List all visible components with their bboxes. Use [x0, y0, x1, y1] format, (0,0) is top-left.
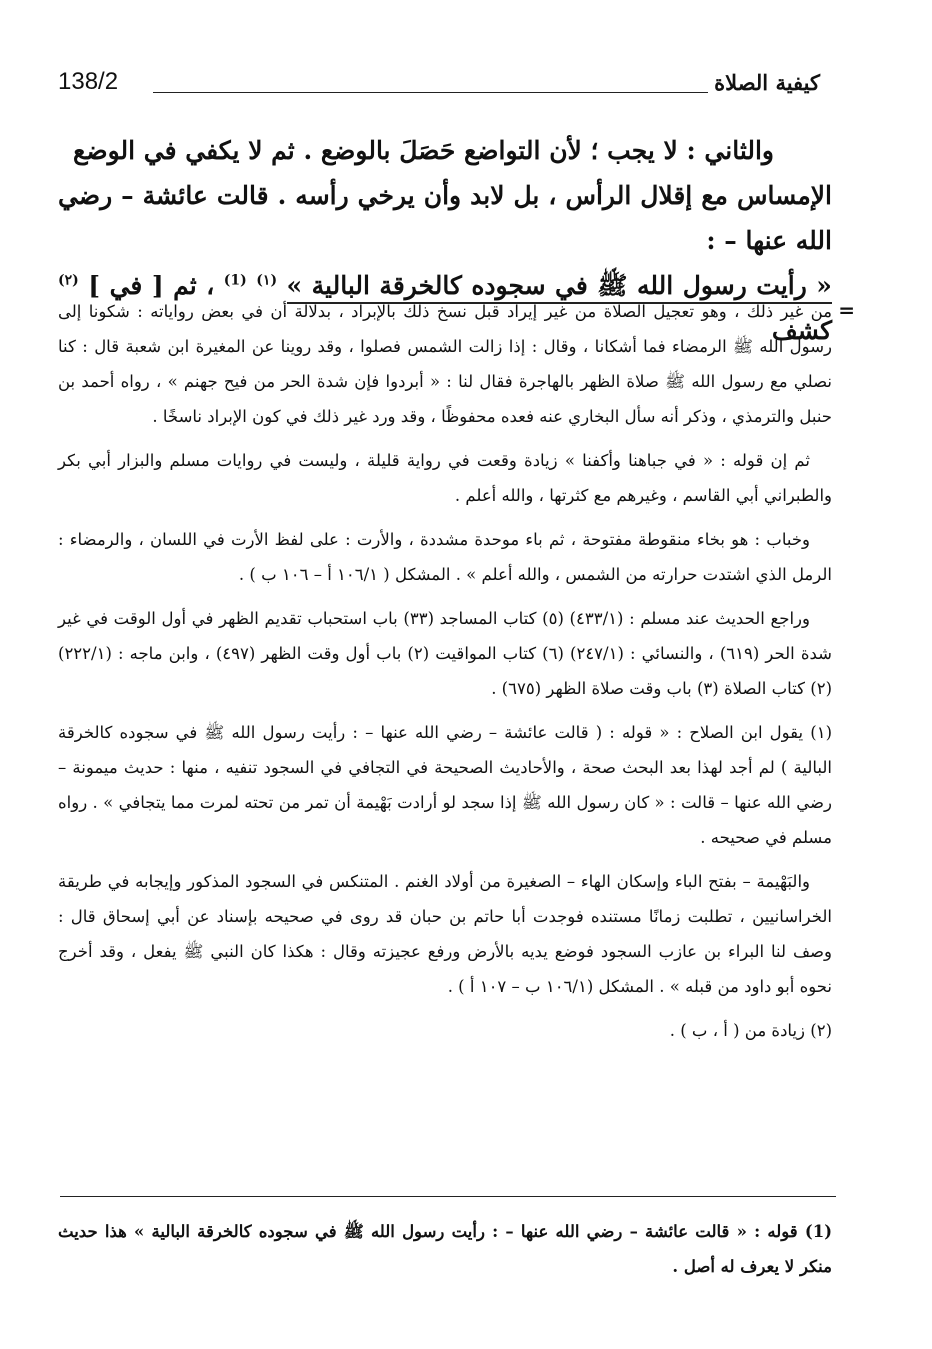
footnote-2: (٢) زيادة من ( أ ، ب ) .	[669, 1021, 832, 1040]
last-word: كشف	[771, 316, 832, 345]
footnote-paragraph: والبَهْيمة – بفتح الباء وإسكان الهاء – الصغيرة من أولاد الغنم . المتنكس في السجود المذكور وإيجابه في طريقة الخراسانيين ، تطلبت زمانًا مستنده فوجدت أبا حاتم بن حبان قد روى في صحيحه بإسناد عن أبي إسحاق قال : وصف لنا البراء بن عازب السجود فوضع يديه بالأرض ورفع عجيزته وقال : هكذا كان النبي ﷺ يفعل ، وقد أخرج نحوه أبو داود من قبله » . المشكل (١٠٦/١ ب – ١٠٧ أ ) .	[58, 872, 832, 996]
page-header	[58, 62, 820, 102]
page-number: 138/2	[58, 68, 119, 95]
header-rule	[153, 92, 708, 93]
main-line-1: والثاني : لا يجب ؛ لأن التواضع حَصَلَ بالوضع . ثم لا يكفي في الوضع	[73, 136, 774, 165]
editor-note-ref-1: (1)	[223, 272, 247, 289]
continuation-mark: =	[838, 298, 855, 322]
footnote-paragraph: ثم إن قوله : « في جباهنا وأكفنا » زيادة وقعت في رواية قليلة ، وليست في روايات مسلم والبزار أبي بكر والطبراني أبي القاسم ، وغيرهم مع كثرتها ، والله أعلم .	[58, 451, 832, 505]
footnote-1: (١) يقول ابن الصلاح : « قوله : ( قالت عائشة – رضي الله عنها – : رأيت رسول الله ﷺ في سجوده كالخرقة البالية ) لم أجد لهذا بعد البحث صحة ، والأحاديث الصحيحة في التجافي في السجود تنفيه ، منها : حديث ميمونة – رضي الله عنها – قالت : « كان رسول الله ﷺ إذا سجد لو أرادت بَهْيمة أن تمر من تحته لمرت مما يتجافي » . رواه مسلم في صحيحه .	[58, 723, 832, 847]
hadith-quote: « رأيت رسول الله ﷺ في سجوده كالخرقة البالية »	[287, 271, 832, 304]
editor-note-1: (1) قوله : « قالت عائشة – رضي الله عنها – : رأيت رسول الله ﷺ في سجوده كالخرقة البالية » هذا حديث منكر لا يعرف له أصل .	[58, 1222, 832, 1276]
running-title: كيفية الصلاة	[714, 70, 820, 95]
editor-notes	[58, 1214, 832, 1284]
after-quote: ، ثم [ في ]	[88, 271, 215, 300]
main-line-2: الإمساس مع إقلال الرأس ، بل لابد وأن يرخي رأسه . قالت عائشة – رضي الله عنها – :	[58, 181, 832, 255]
footnote-paragraph: وخباب : هو بخاء منقوطة مفتوحة ، ثم باء موحدة مشددة ، والأرت : على لفظ الأرت في اللسان ، والرمضاء : الرمل الذي اشتدت حرارته من الشمس ، والله أعلم » . المشكل ( ١٠٦/١ أ – ١٠٦ ب ) .	[58, 530, 832, 584]
footnote-paragraph: من غير ذلك ، وهو تعجيل الصلاة من غير إيراد قبل نسخ ذلك بالإبراد ، بدلالة أن في بعض رواياته : شكونا إلى رسول الله ﷺ الرمضاء فما أشكانا ، وقال : إذا زالت الشمس فصلوا ، وقد روينا عن المغيرة ابن شعبة قال : كنا نصلي مع رسول الله ﷺ صلاة الظهر بالهاجرة فقال لنا : « أبردوا فإن شدة الحر من فيح جهنم » ، رواه أحمد بن حنبل والترمذي ، وذكر أنه سأل البخاري عنه فعده محفوظًا ، وقد ورد غير ذلك في كون الإبراد ناسخًا .	[58, 302, 832, 426]
footnote-paragraph: وراجع الحديث عند مسلم : (٤٣٣/١) (٥) كتاب المساجد (٣٣) باب استحباب تقديم الظهر في أول الوقت في غير شدة الحر (٦١٩) ، والنسائي : (٢٤٧/١) (٦) كتاب المواقيت (٢) باب أول وقت الظهر (٤٩٧) ، وابن ماجه : (٢٢٢/١) (٢) كتاب الصلاة (٣) باب وقت صلاة الظهر (٦٧٥) .	[58, 609, 832, 698]
footnote-ref-2: (٢)	[58, 272, 79, 289]
footnote-ref-1: (١)	[256, 272, 278, 289]
footnote-separator	[60, 1196, 836, 1197]
footnotes	[58, 294, 832, 1057]
